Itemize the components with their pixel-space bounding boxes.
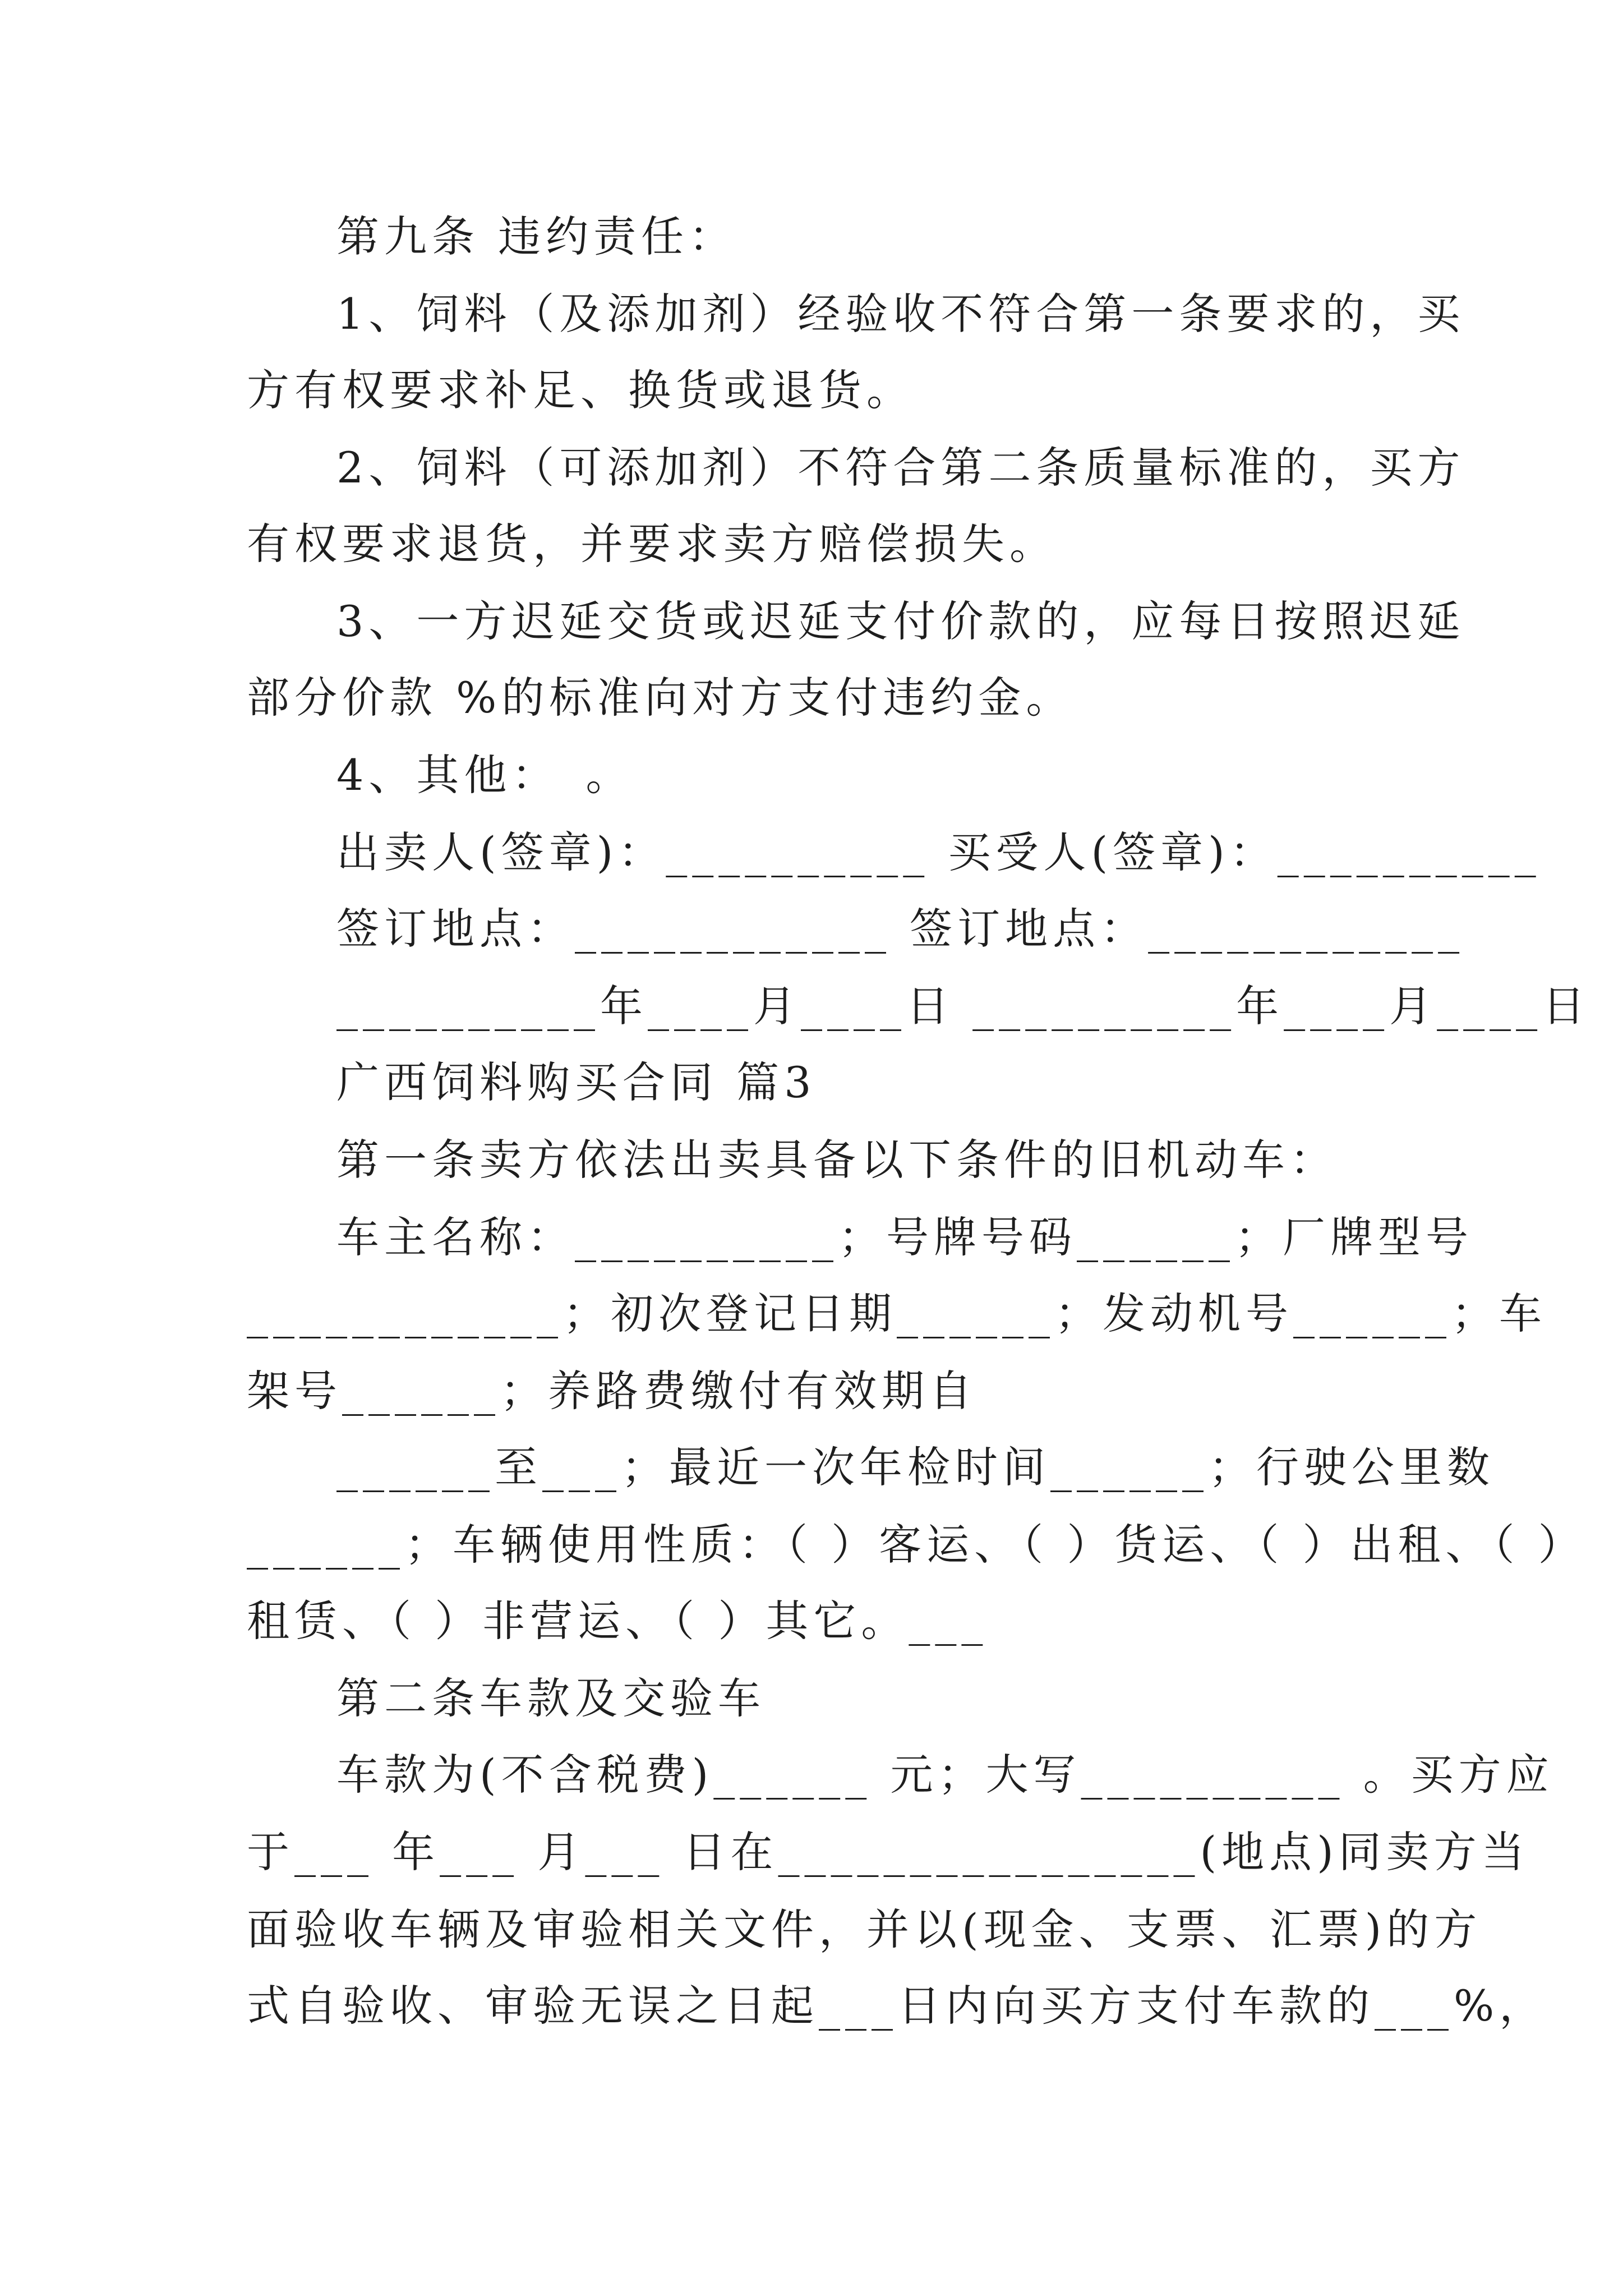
clause-9-heading: 第九条 违约责任： <box>336 211 737 261</box>
article-1-heading: 第一条卖方依法出卖具备以下条件的旧机动车： <box>336 1135 1338 1185</box>
article-2-line-2: 于___ 年___ 月___ 日在________________(地点)同卖方当 <box>247 1827 1529 1877</box>
clause-9-item-1-cont: 方有权要求补足、换货或退货。 <box>247 365 914 415</box>
article-2-line-4: 式自验收、审验无误之日起___日内向买方支付车款的___%， <box>247 1981 1547 2031</box>
clause-9-item-3: 3、一方迟延交货或迟延支付价款的，应每日按照迟延 <box>336 596 1465 646</box>
article-2-heading: 第二条车款及交验车 <box>336 1673 766 1723</box>
clause-9-item-2: 2、饲料（可添加剂）不符合第二条质量标准的，买方 <box>336 443 1465 493</box>
signing-date-line: __________年____月____日 __________年____月____日 <box>336 981 1590 1031</box>
clause-9-item-3-cont: 部分价款 %的标准向对方支付违约金。 <box>247 673 1074 723</box>
signing-place-line: 签订地点：____________ 签订地点：____________ <box>336 904 1465 954</box>
signature-line: 出卖人(签章)：__________ 买受人(签章)：__________ <box>336 827 1541 877</box>
article-1-line-2: ____________；初次登记日期______；发动机号______；车 <box>247 1289 1547 1338</box>
section-title: 广西饲料购买合同 篇3 <box>336 1057 817 1107</box>
article-1-line-5: ______；车辆使用性质：（ ）客运、（ ）货运、（ ）出租、（ ） <box>247 1520 1586 1570</box>
clause-9-item-4: 4、其他： 。 <box>336 750 634 800</box>
article-2-line-1: 车款为(不含税费)______ 元；大写__________ 。买方应 <box>336 1750 1554 1800</box>
article-1-line-6: 租赁、（ ）非营运、（ ）其它。___ <box>247 1596 988 1646</box>
article-1-line-4: ______至___；最近一次年检时间______；行驶公里数 <box>336 1442 1495 1492</box>
article-1-line-1: 车主名称：__________；号牌号码______；厂牌型号 <box>336 1212 1473 1262</box>
article-1-line-3: 架号______；养路费缴付有效期自 <box>247 1366 977 1416</box>
article-2-line-3: 面验收车辆及审验相关文件，并以(现金、支票、汇票)的方 <box>247 1904 1482 1954</box>
clause-9-item-2-cont: 有权要求退货，并要求卖方赔偿损失。 <box>247 519 1057 569</box>
clause-9-item-1: 1、饲料（及添加剂）经验收不符合第一条要求的，买 <box>336 289 1465 339</box>
